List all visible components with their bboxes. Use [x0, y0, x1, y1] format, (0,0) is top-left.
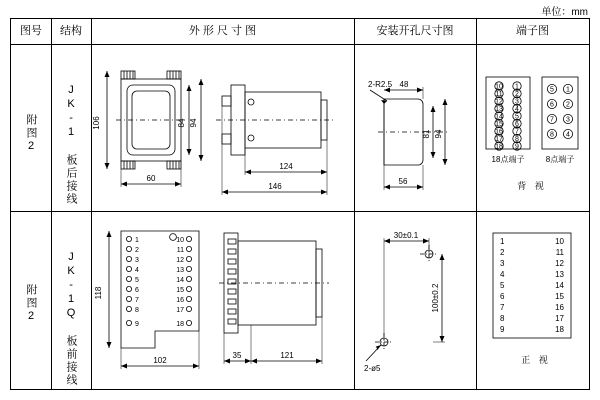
svg-text:15: 15 — [555, 292, 564, 301]
row1-terminal-figure — [476, 44, 589, 211]
svg-text:1: 1 — [500, 237, 505, 246]
svg-text:18: 18 — [495, 143, 503, 151]
dim-102: 102 — [153, 356, 167, 365]
svg-text:10: 10 — [555, 237, 564, 246]
header-mounting: 安装开孔尺寸图 — [376, 25, 454, 37]
svg-text:3: 3 — [135, 257, 139, 264]
row1-structure: JK-1 板后接线 — [65, 84, 78, 206]
dim-146: 146 — [268, 182, 282, 191]
row1-drawing-no: 附图2 — [25, 114, 38, 154]
svg-text:6: 6 — [500, 292, 505, 301]
svg-text:1: 1 — [566, 86, 570, 94]
svg-text:16: 16 — [176, 297, 184, 304]
svg-text:2: 2 — [515, 91, 519, 98]
svg-text:4: 4 — [135, 267, 139, 274]
spec-table — [10, 18, 590, 390]
dim-2-d5: 2-ø5 — [364, 364, 381, 373]
svg-text:11: 11 — [495, 91, 503, 98]
label-8-terminal: 8点端子 — [545, 155, 575, 164]
label-18-terminal: 18点端子 — [491, 155, 525, 164]
svg-text:4: 4 — [500, 270, 505, 279]
dim-56: 56 — [398, 177, 408, 186]
svg-text:17: 17 — [176, 307, 184, 314]
svg-text:13: 13 — [555, 270, 564, 279]
row2-outline-figure — [91, 211, 354, 390]
svg-text:14: 14 — [555, 281, 564, 290]
svg-text:17: 17 — [555, 314, 564, 323]
dim-60: 60 — [146, 174, 156, 183]
svg-text:13: 13 — [176, 267, 184, 274]
svg-text:5: 5 — [500, 281, 505, 290]
svg-text:11: 11 — [555, 248, 564, 257]
svg-text:18: 18 — [176, 321, 184, 328]
svg-text:15: 15 — [176, 287, 184, 294]
svg-text:5: 5 — [135, 277, 139, 284]
svg-text:9: 9 — [500, 325, 505, 334]
header-drawing-no: 图号 — [20, 25, 42, 37]
svg-text:4: 4 — [515, 106, 519, 113]
dim-118: 118 — [94, 286, 103, 300]
row2-terminal-figure — [476, 211, 589, 390]
svg-text:2: 2 — [566, 101, 570, 109]
header-terminal: 端子图 — [516, 25, 549, 37]
svg-text:15: 15 — [495, 121, 503, 128]
row2-mounting-figure — [354, 211, 476, 390]
dim-94: 94 — [189, 118, 198, 128]
svg-text:2: 2 — [500, 248, 505, 257]
svg-text:8: 8 — [500, 314, 505, 323]
row1-outline-figure — [91, 44, 354, 211]
svg-text:17: 17 — [495, 136, 503, 143]
dim-106: 106 — [92, 116, 101, 130]
svg-text:9: 9 — [515, 143, 519, 151]
svg-text:5: 5 — [550, 86, 554, 94]
dim-30: 30±0.1 — [393, 231, 419, 240]
unit-note: 单位：mm — [541, 7, 588, 18]
svg-text:5: 5 — [515, 113, 519, 121]
svg-text:8: 8 — [550, 131, 554, 139]
header-structure: 结构 — [60, 25, 82, 37]
header-outline: 外 形 尺 寸 图 — [188, 25, 257, 37]
svg-text:18: 18 — [555, 325, 564, 334]
dim-r25: 2-R2.5 — [368, 80, 393, 89]
row2-drawing-no: 附图2 — [25, 284, 38, 324]
dim-35: 35 — [232, 351, 242, 360]
dim-121: 121 — [280, 351, 294, 360]
svg-text:14: 14 — [495, 113, 503, 121]
dim-94-m: 94 — [434, 129, 443, 139]
svg-text:10: 10 — [495, 83, 503, 91]
dim-100: 100±0.2 — [431, 283, 440, 313]
svg-text:14: 14 — [176, 277, 184, 284]
svg-text:4: 4 — [566, 131, 570, 139]
svg-text:16: 16 — [495, 128, 503, 136]
svg-text:9: 9 — [135, 321, 139, 328]
svg-text:13: 13 — [495, 106, 503, 113]
svg-text:3: 3 — [515, 98, 519, 106]
svg-text:8: 8 — [515, 136, 519, 143]
dim-48: 48 — [399, 80, 409, 89]
svg-text:8: 8 — [135, 307, 139, 314]
svg-text:7: 7 — [550, 116, 554, 124]
dim-81: 81 — [422, 129, 431, 139]
dim-84: 84 — [177, 118, 186, 128]
svg-text:12: 12 — [176, 257, 184, 264]
dim-124: 124 — [279, 162, 293, 171]
svg-text:11: 11 — [176, 247, 184, 254]
svg-text:10: 10 — [176, 237, 184, 244]
svg-text:7: 7 — [135, 297, 139, 304]
label-back-view: 背 视 — [517, 181, 547, 191]
svg-text:7: 7 — [515, 128, 519, 136]
svg-text:7: 7 — [500, 303, 505, 312]
svg-text:1: 1 — [515, 83, 519, 91]
svg-text:2: 2 — [135, 247, 139, 254]
label-front-view: 正 视 — [521, 355, 551, 365]
svg-text:12: 12 — [555, 259, 564, 268]
svg-text:3: 3 — [566, 116, 570, 124]
row2-structure: JK-1Q 板前接线 — [65, 251, 78, 387]
row1-mounting-figure — [354, 44, 476, 211]
svg-text:6: 6 — [550, 101, 554, 109]
svg-text:6: 6 — [515, 121, 519, 128]
svg-text:6: 6 — [135, 287, 139, 294]
svg-text:16: 16 — [555, 303, 564, 312]
svg-text:12: 12 — [495, 98, 503, 106]
svg-text:3: 3 — [500, 259, 505, 268]
svg-text:1: 1 — [135, 237, 139, 244]
